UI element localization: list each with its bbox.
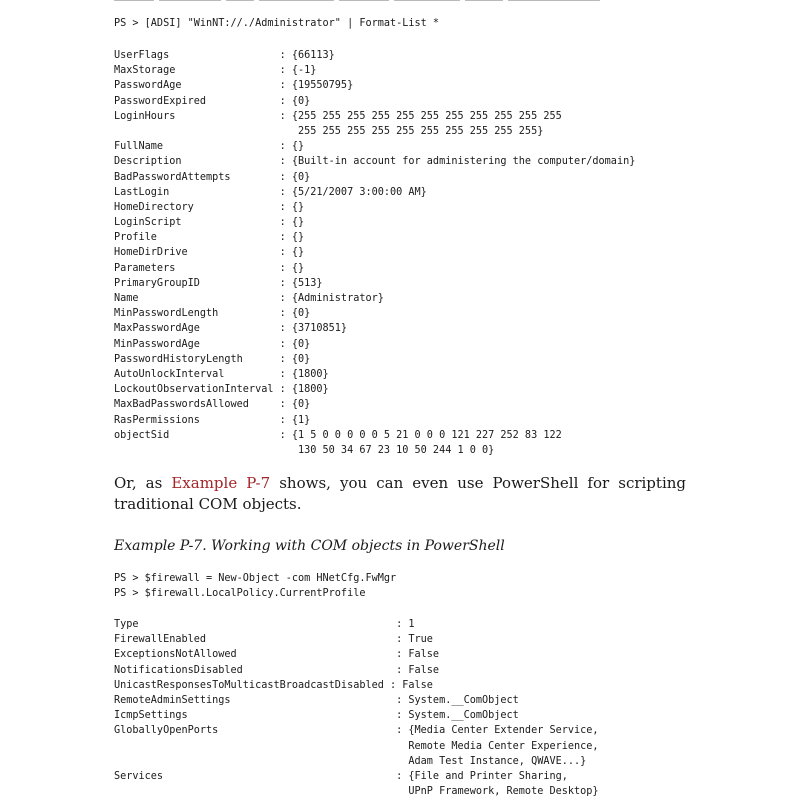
paragraph-text: shows, you can even use PowerShell for scripting traditional COM objects.: [114, 474, 686, 513]
code-line: objectSid : {1 5 0 0 0 0 0 5 21 0 0 0 121 227 252 83 122: [114, 429, 562, 441]
example-p7-link[interactable]: Example P-7: [171, 474, 271, 492]
code-line: RemoteAdminSettings : System.__ComObject: [114, 694, 519, 706]
firewall-commands: [114, 571, 396, 601]
code-line: LoginScript : {}: [114, 217, 305, 229]
code-line: MaxStorage : {-1}: [114, 65, 317, 77]
code-line: PS > $firewall = New-Object -com HNetCfg.FwMgr: [114, 573, 397, 584]
paragraph-text: Or, as: [114, 474, 172, 492]
firewall-output-listing: [114, 617, 599, 799]
code-line: Parameters : {}: [114, 262, 305, 274]
code-line: FullName : {}: [114, 141, 305, 153]
code-line: LastLogin : {5/21/2007 3:00:00 AM}: [114, 186, 427, 198]
code-line: FirewallEnabled : True: [114, 634, 433, 646]
code-line: Type : 1: [114, 619, 415, 630]
code-line: UserFlags : {66113}: [114, 50, 335, 61]
code-line: Adam Test Instance, QWAVE...}: [114, 755, 587, 767]
code-line: ExceptionsNotAllowed : False: [114, 649, 440, 661]
code-line: UPnP Framework, Remote Desktop}: [114, 786, 599, 798]
cut-off-previous-line: [114, 0, 634, 1]
code-line: MinPasswordLength : {0}: [114, 308, 311, 320]
code-line: PrimaryGroupID : {513}: [114, 277, 323, 289]
code-line: PasswordExpired : {0}: [114, 95, 311, 107]
code-line: PasswordHistoryLength : {0}: [114, 353, 311, 365]
code-line: MaxBadPasswordsAllowed : {0}: [114, 399, 311, 411]
code-line: Remote Media Center Experience,: [114, 740, 599, 752]
code-line: MaxPasswordAge : {3710851}: [114, 323, 348, 335]
adsi-command: [114, 16, 439, 31]
code-line: HomeDirDrive : {}: [114, 247, 305, 259]
code-line: Profile : {}: [114, 232, 305, 244]
adsi-output-listing: [114, 48, 635, 458]
code-line: Name : {Administrator}: [114, 293, 384, 304]
code-line: UnicastResponsesToMulticastBroadcastDisabled : False: [114, 679, 433, 691]
code-line: PasswordAge : {19550795}: [114, 80, 354, 92]
code-line: BadPasswordAttempts : {0}: [114, 171, 311, 183]
code-line: RasPermissions : {1}: [114, 414, 311, 426]
code-line: 130 50 34 67 23 10 50 244 1 0 0}: [114, 444, 495, 456]
code-line: GloballyOpenPorts : {Media Center Extender Service,: [114, 725, 599, 737]
code-line: Description : {Built-in account for administering the computer/domain}: [114, 156, 636, 168]
code-line: Services : {File and Printer Sharing,: [114, 770, 568, 782]
code-line: 255 255 255 255 255 255 255 255 255 255}: [114, 125, 544, 137]
code-line: IcmpSettings : System.__ComObject: [114, 710, 519, 722]
code-line: PS > $firewall.LocalPolicy.CurrentProfile: [114, 588, 366, 600]
code-line: NotificationsDisabled : False: [114, 664, 440, 676]
example-caption: Example P-7. Working with COM objects in PowerShell: [114, 538, 505, 554]
code-line: MinPasswordAge : {0}: [114, 338, 311, 350]
code-line: LockoutObservationInterval : {1800}: [114, 384, 329, 396]
code-line: HomeDirectory : {}: [114, 201, 305, 213]
body-paragraph: [114, 473, 686, 515]
code-line: PS > [ADSI] "WinNT://./Administrator" | Format-List *: [114, 18, 440, 29]
code-line: AutoUnlockInterval : {1800}: [114, 368, 329, 380]
code-line: LoginHours : {255 255 255 255 255 255 255 255 255 255 255: [114, 110, 562, 122]
